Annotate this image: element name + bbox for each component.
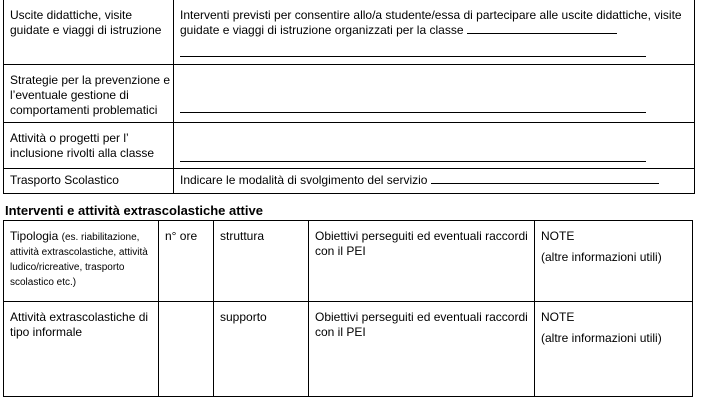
row-label: Strategie per la prevenzione e l’eventuale gestione di comportamenti problematici	[4, 65, 174, 122]
cell-tipologia	[4, 221, 159, 301]
table-row	[4, 301, 692, 396]
row-label: Trasporto Scolastico	[4, 169, 174, 193]
table-row	[4, 122, 694, 168]
cell-tipologia: Attività extrascolastiche di tipo informale	[4, 302, 159, 396]
cell-note-sub: (altre informazioni utili)	[541, 250, 662, 264]
cell-note-label: NOTE	[541, 229, 575, 243]
cell-obiettivi[interactable]: Obiettivi perseguiti ed eventuali raccordi con il PEI	[309, 302, 535, 396]
cell-note-label: NOTE	[541, 310, 575, 324]
cell-tipologia-label: Tipologia	[10, 229, 59, 243]
row-field[interactable]	[174, 169, 694, 193]
cell-struttura[interactable]: struttura	[214, 221, 309, 301]
row-text: Indicare le modalità di svolgimento del servizio	[180, 173, 428, 187]
cell-note-sub: (altre informazioni utili)	[541, 331, 662, 345]
cell-tipologia-note: (es. riabilitazione, attività extrascolastiche, attività ludico/ricreative, trasporto scolastico etc.)	[10, 232, 148, 288]
table-extracurricular	[3, 220, 693, 397]
row-field[interactable]	[174, 65, 694, 122]
cell-obiettivi[interactable]: Obiettivi perseguiti ed eventuali raccordi con il PEI	[309, 221, 535, 301]
row-text: Interventi previsti per consentire allo/a studente/essa di partecipare alle uscite didattiche, visite guidate e viaggi di istruzione organizzati per la classe	[180, 8, 682, 37]
table-row	[4, 221, 692, 301]
table-inclusion-interventions	[3, 0, 695, 194]
cell-ore[interactable]	[159, 302, 214, 396]
cell-note[interactable]	[535, 302, 692, 396]
fill-line[interactable]	[180, 161, 646, 162]
fill-line[interactable]	[431, 183, 659, 184]
table-row	[4, 64, 694, 122]
fill-line[interactable]	[180, 56, 646, 57]
fill-line[interactable]	[467, 33, 617, 34]
table-row	[4, 0, 694, 64]
row-label: Attività o progetti per l’ inclusione rivolti alla classe	[4, 123, 174, 168]
cell-supporto[interactable]: supporto	[214, 302, 309, 396]
table-row	[4, 168, 694, 193]
cell-note[interactable]	[535, 221, 692, 301]
fill-line[interactable]	[180, 112, 646, 113]
section-heading: Interventi e attività extrascolastiche attive	[5, 203, 263, 218]
row-label: Uscite didattiche, visite guidate e viaggi di istruzione	[4, 0, 174, 64]
row-field[interactable]	[174, 123, 694, 168]
row-field[interactable]	[174, 0, 694, 64]
cell-ore[interactable]: n° ore	[159, 221, 214, 301]
